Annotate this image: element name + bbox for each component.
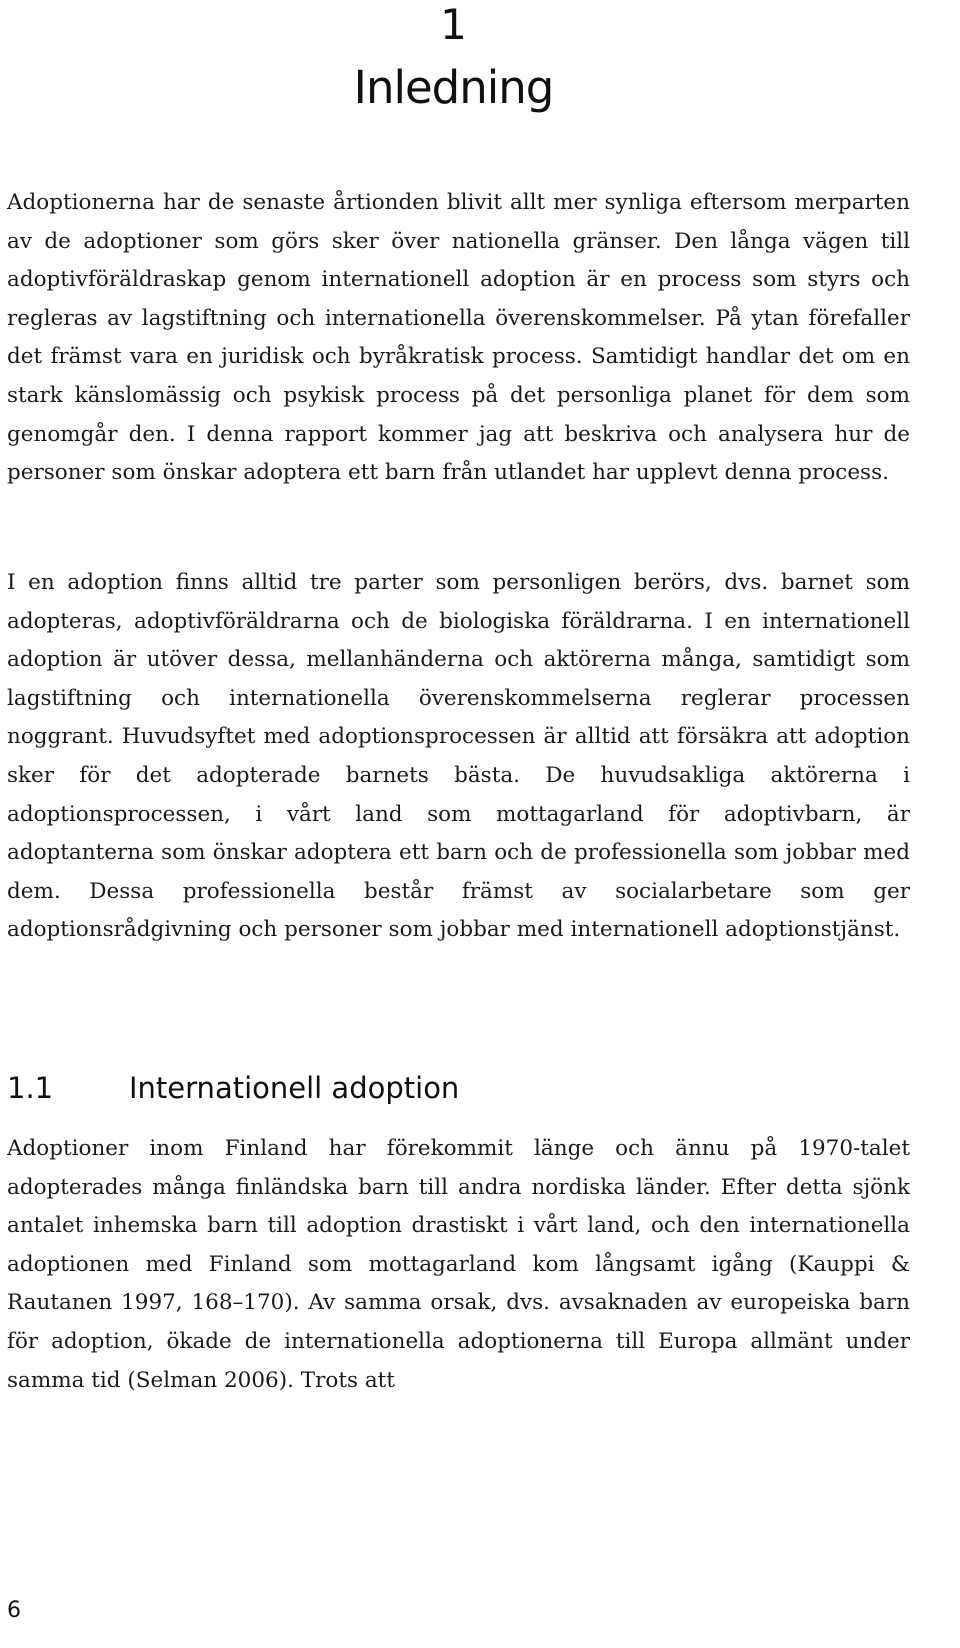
paragraph-international-adoption: Adoptioner inom Finland har förekommit länge och ännu på 1970-talet adopterades många finländska barn till andra nordiska länder. Efter detta sjönk antalet inhemska barn till adoption drastiskt i vårt land, och den internationella adoptionen med Finland som mottagarland kom långsamt igång (Kauppi & Rautanen 1997, 168–170). Av samma orsak, dvs. avsaknaden av europeiska barn för adoption, ökade de internationella adoptionerna till Europa allmänt under samma tid (Selman 2006). Trots att [7, 1136, 910, 1393]
chapter-number-text: 1 [440, 0, 467, 49]
chapter-number [0, 0, 907, 50]
page-number: 6 [7, 1598, 21, 1623]
paragraph-parties: I en adoption finns alltid tre parter som personligen berörs, dvs. barnet som adopteras, adoptivföräldrarna och de biologiska föräldrarna. I en internationell adoption är utöver dessa, mellanhänderna och aktörerna många, samtidigt som lagstiftning och internationella överenskommelserna reglerar processen noggrant. Huvudsyftet med adoptionsprocessen är alltid att försäkra att adoption sker för det adopterade barnets bästa. De huvudsakliga aktörerna i adoptionsprocessen, i vårt land som mottagarland för adoptivbarn, är adoptanterna som önskar adoptera ett barn och de professionella som jobbar med dem. Dessa professionella består främst av socialarbetare som ger adoptionsrådgivning och personer som jobbar med internationell adoptionstjänst. [7, 570, 910, 943]
section-heading [7, 1068, 910, 1108]
paragraph-intro: Adoptionerna har de senaste årtionden blivit allt mer synliga eftersom merparten av de adoptioner som görs sker över nationella gränser. Den långa vägen till adoptivföräldraskap genom internationell adoption är en process som styrs och regleras av lagstiftning och internationella överenskommelser. På ytan förefaller det främst vara en juridisk och byråkratisk process. Samtidigt handlar det om en stark känslomässig och psykisk process på det personliga planet för dem som genomgår den. I denna rapport kommer jag att beskriva och analysera hur de personer som önskar adoptera ett barn från utlandet har upplevt denna process. [7, 190, 910, 486]
section-number: 1.1 [7, 1071, 54, 1105]
chapter-title: Inledning [353, 61, 554, 114]
section-title: Internationell adoption [129, 1071, 460, 1105]
